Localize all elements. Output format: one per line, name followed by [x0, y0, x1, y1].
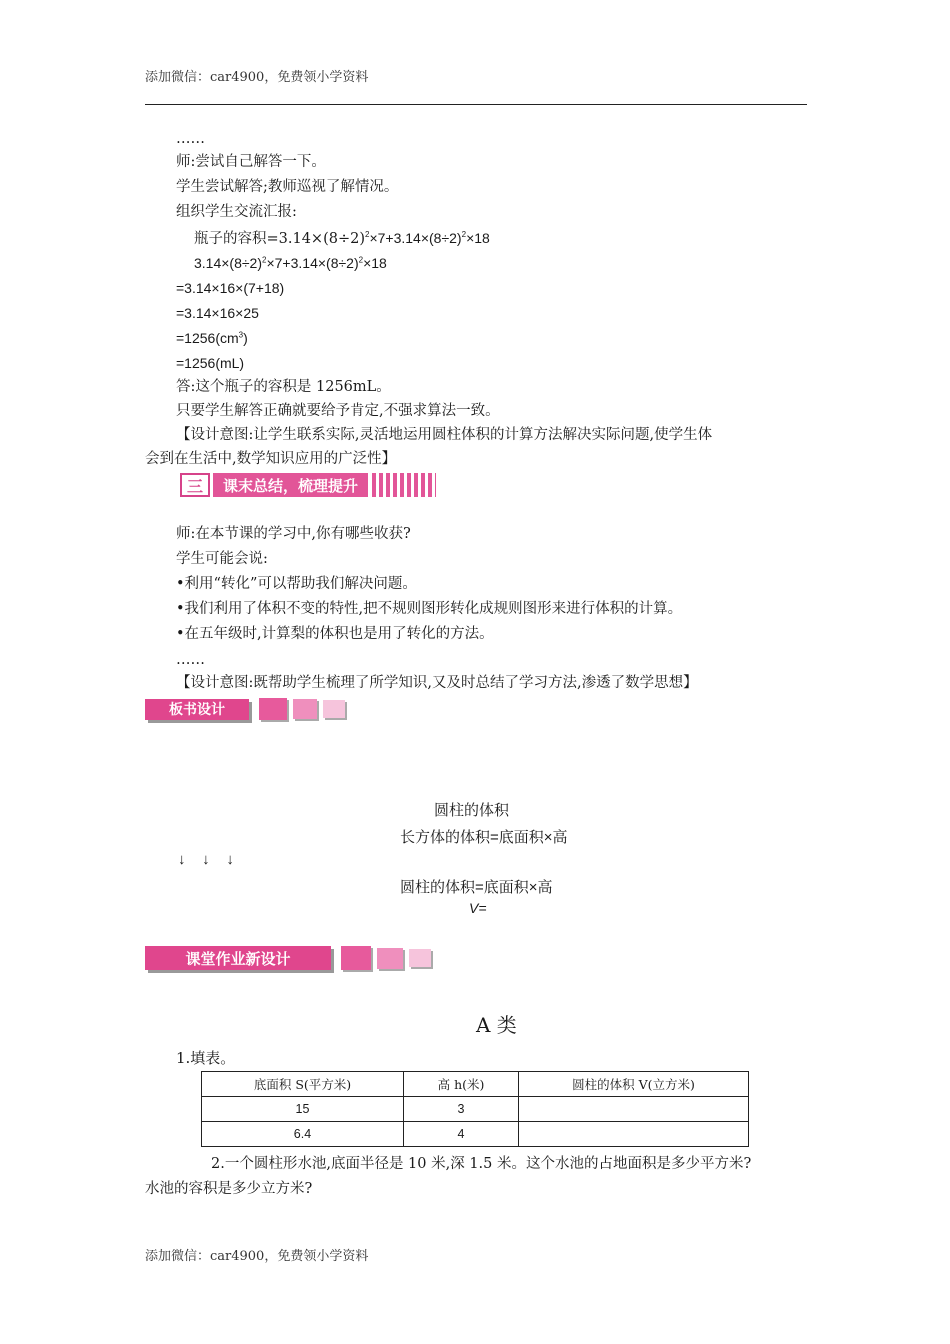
bullet-1: •利用“转化”可以帮助我们解决问题。 — [176, 576, 417, 592]
decor-square-5 — [377, 948, 403, 969]
decor-square-6 — [409, 949, 431, 967]
board-line-1: 长方体的体积=底面积×高 — [400, 829, 568, 846]
header-divider — [145, 104, 807, 105]
question-2-line2: 水池的容积是多少立方米? — [145, 1181, 313, 1197]
calc-step-3: =3.14×16×(7+18) — [176, 280, 285, 296]
decor-square-3 — [323, 700, 345, 718]
board-design-label: 板书设计 — [145, 699, 249, 720]
table-header-row — [202, 1072, 749, 1097]
table-cell-blank[interactable] — [519, 1097, 749, 1122]
calc-line-1: 瓶子的容积$=3.14\times(8\div 2)^2\times 7+3.14\times(8\div 2)^2\times 18$ — [194, 230, 490, 247]
homework-label: 课堂作业新设计 — [145, 946, 331, 970]
calc-step-5: $=1256(cm^3)$ — [176, 330, 248, 346]
decor-square-4 — [341, 946, 371, 970]
table-cell-blank[interactable] — [519, 1122, 749, 1147]
design-intent-1-line2: 会到在生活中,数学知识应用的广泛性】 — [145, 451, 397, 467]
table-header-cell: 底面积 S(平方米) — [202, 1072, 404, 1097]
design-intent-2: 【设计意图:既帮助学生梳理了所学知识,又及时总结了学习方法,渗透了数学思想】 — [176, 675, 698, 691]
table-row — [202, 1097, 749, 1122]
student-try: 学生尝试解答;教师巡视了解情况。 — [176, 179, 399, 195]
design-intent-1-line1: 【设计意图:让学生联系实际,灵活地运用圆柱体积的计算方法解决实际问题,使学生体 — [176, 427, 713, 443]
page-header: 添加微信：car4900，免费领小学资料 — [145, 70, 369, 85]
section-title: 课末总结，梳理提升 — [213, 473, 368, 497]
banner-stripes — [372, 473, 436, 497]
praise-text: 只要学生解答正确就要给予肯定,不强求算法一致。 — [176, 403, 500, 419]
board-arrows: ↓ ↓ ↓ — [178, 851, 234, 868]
calc-line-2: $3.14\times(8\div 2)^2\times 7+3.14\times(8\div 2)^2\times 18$ — [194, 255, 387, 271]
summary-question: 师:在本节课的学习中,你有哪些收获? — [176, 526, 411, 542]
decor-square-1 — [259, 698, 287, 720]
section-3-banner — [180, 473, 436, 497]
question-2-line1: 2.一个圆柱形水池,底面半径是 10 米,深 1.5 米。这个水池的占地面积是多少平方米? — [211, 1156, 752, 1172]
teacher-prompt: 师:尝试自己解答一下。 — [176, 154, 326, 170]
board-formula: V= — [469, 900, 487, 916]
ellipsis: …… — [176, 131, 205, 147]
fill-table — [201, 1071, 749, 1147]
board-title: 圆柱的体积 — [434, 802, 510, 819]
report-intro: 组织学生交流汇报: — [176, 204, 297, 220]
table-cell: 3 — [404, 1097, 519, 1122]
homework-tag — [145, 946, 431, 970]
table-cell: 15 — [202, 1097, 404, 1122]
table-row — [202, 1122, 749, 1147]
board-design-tag — [145, 698, 345, 720]
category-heading: A 类 — [476, 1013, 517, 1037]
page-footer: 添加微信：car4900，免费领小学资料 — [145, 1249, 369, 1264]
answer-text: 答:这个瓶子的容积是 1256mL。 — [176, 379, 391, 395]
students-may-say: 学生可能会说: — [176, 551, 268, 567]
bullet-3: •在五年级时,计算梨的体积也是用了转化的方法。 — [176, 626, 494, 642]
table-cell: 4 — [404, 1122, 519, 1147]
section-number: 三 — [180, 473, 210, 497]
calc-step-4: =3.14×16×25 — [176, 305, 259, 321]
board-line-2: 圆柱的体积=底面积×高 — [400, 879, 553, 896]
table-header-cell: 高 h(米) — [404, 1072, 519, 1097]
table-cell: 6.4 — [202, 1122, 404, 1147]
table-header-cell: 圆柱的体积 V(立方米) — [519, 1072, 749, 1097]
question-1: 1.填表。 — [176, 1049, 236, 1067]
bullet-2: •我们利用了体积不变的特性,把不规则图形转化成规则图形来进行体积的计算。 — [176, 601, 683, 617]
calc-step-6: =1256(mL) — [176, 355, 245, 371]
ellipsis-2: …… — [176, 652, 205, 668]
decor-square-2 — [293, 699, 317, 719]
